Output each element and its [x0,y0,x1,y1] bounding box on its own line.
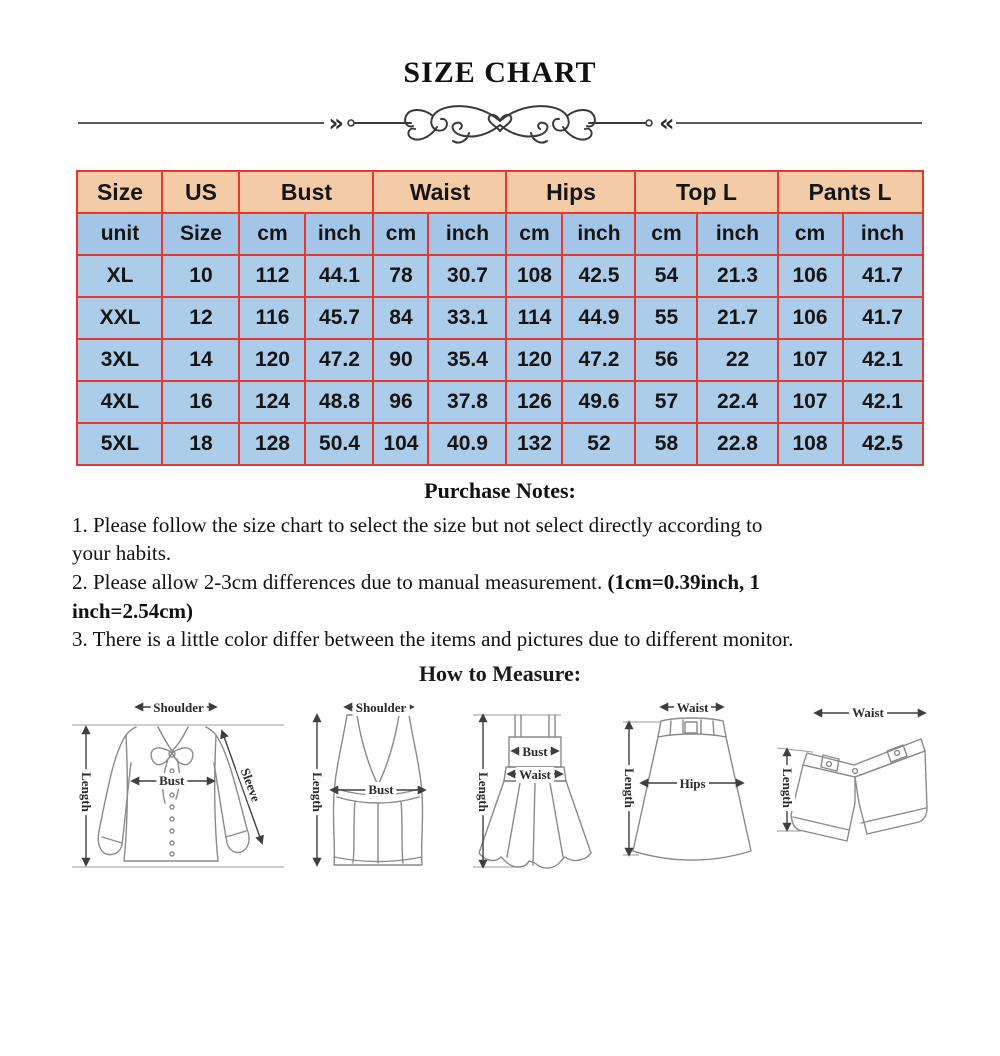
measurement-cell: 124 [239,381,305,423]
blouse-length-label: Length [78,769,94,815]
measurement-cell: 107 [778,339,843,381]
measurement-cell: 132 [506,423,562,465]
unit-header-cell: cm [239,213,305,255]
size-row [77,423,922,465]
figure-shorts [769,691,934,886]
measurement-cell: 128 [239,423,305,465]
page-title: SIZE CHART [403,56,597,89]
measurement-cell: 116 [239,297,305,339]
measurement-cell: 45.7 [305,297,373,339]
unit-header-cell: inch [562,213,635,255]
figure-skirt [617,691,757,886]
measurement-cell: 47.2 [305,339,373,381]
purchase-note-2-bold-2: inch=2.54cm) [72,598,194,623]
vest-shoulder-label: Shoulder [353,700,410,716]
size-label-cell: 3XL [77,339,162,381]
figure-dress [465,691,605,886]
measurement-cell: 120 [239,339,305,381]
measurement-cell: 42.5 [843,423,923,465]
flourish-icon [345,100,655,146]
measurement-cell: 96 [373,381,428,423]
measurement-cell: 107 [778,381,843,423]
measurement-cell: 12 [162,297,239,339]
vest-bust-label: Bust [365,782,396,798]
how-to-measure-heading: How to Measure: [418,660,582,686]
column-group-header: Hips [506,171,635,213]
measurement-cell: 22 [697,339,777,381]
figure-vest [303,691,453,886]
unit-header-cell: unit [77,213,162,255]
measurement-cell: 58 [635,423,697,465]
skirt-length-label: Length [621,765,637,811]
measurement-cell: 22.8 [697,423,777,465]
blouse-shoulder-label: Shoulder [150,700,207,716]
size-label-cell: 4XL [77,381,162,423]
measurement-cell: 41.7 [843,255,923,297]
size-row [77,255,922,297]
unit-header-cell: cm [373,213,428,255]
measurement-cell: 56 [635,339,697,381]
blouse-bust-label: Bust [156,773,187,789]
purchase-note-2-line-2 [72,597,928,626]
dress-bust-label: Bust [519,744,550,760]
skirt-hips-label: Hips [677,776,709,792]
measurement-cell: 21.3 [697,255,777,297]
measurement-cell: 42.5 [562,255,635,297]
unit-header-cell: inch [697,213,777,255]
measurement-cell: 35.4 [428,339,506,381]
blouse-sleeve-label: Sleeve [236,763,265,807]
measurement-cell: 44.9 [562,297,635,339]
measurement-cell: 84 [373,297,428,339]
column-group-header: Waist [373,171,506,213]
column-group-header: Top L [635,171,777,213]
vest-length-label: Length [309,769,325,815]
measurement-cell: 47.2 [562,339,635,381]
size-table-unit-row [77,213,922,255]
measurement-cell: 33.1 [428,297,506,339]
size-row [77,381,922,423]
measurement-cell: 40.9 [428,423,506,465]
dress-length-label: Length [475,769,491,815]
skirt-waist-label: Waist [674,700,712,716]
measurement-cell: 37.8 [428,381,506,423]
column-group-header: Bust [239,171,373,213]
measurement-cell: 114 [506,297,562,339]
purchase-note-1-line-2: your habits. [72,541,172,566]
measurement-cell: 48.8 [305,381,373,423]
purchase-note-2-line-1 [72,568,928,597]
measurement-cell: 57 [635,381,697,423]
divider-line-left [78,122,324,124]
chevrons-left-icon: « [659,109,672,137]
unit-header-cell: cm [778,213,843,255]
measurement-cell: 18 [162,423,239,465]
purchase-note-2-text: 2. Please allow 2-3cm differences due to manual measurement. [72,570,608,594]
purchase-note-2-bold-1: (1cm=0.39inch, 1 [607,570,761,594]
measurement-cell: 112 [239,255,305,297]
measurement-cell: 42.1 [843,381,923,423]
unit-header-cell: cm [506,213,562,255]
measurement-cell: 104 [373,423,428,465]
purchase-notes-section [72,476,928,654]
figure-blouse [66,691,291,886]
size-label-cell: 5XL [77,423,162,465]
size-table-body [77,255,922,465]
unit-header-cell: inch [305,213,373,255]
shorts-length-label: Length [779,765,795,811]
purchase-note-3: 3. There is a little color differ between the items and pictures due to different monitor. [72,627,794,652]
measurement-cell: 44.1 [305,255,373,297]
unit-header-cell: cm [635,213,697,255]
measurement-cell: 52 [562,423,635,465]
column-group-header: Size [77,171,162,213]
how-to-measure-figures [0,691,1000,886]
measurement-cell: 49.6 [562,381,635,423]
measurement-cell: 78 [373,255,428,297]
size-label-cell: XL [77,255,162,297]
measurement-cell: 126 [506,381,562,423]
divider-line-right [676,122,922,124]
purchase-note-1-line-1: 1. Please follow the size chart to select the size but not select directly according to [72,512,763,537]
measurement-cell: 21.7 [697,297,777,339]
dress-waist-label: Waist [516,767,554,783]
measurement-cell: 90 [373,339,428,381]
size-chart-table [76,170,923,466]
ornament-divider [78,100,922,146]
measurement-cell: 108 [778,423,843,465]
measurement-cell: 14 [162,339,239,381]
unit-header-cell: inch [428,213,506,255]
measurement-cell: 16 [162,381,239,423]
size-table-group-row [77,171,922,213]
measurement-cell: 41.7 [843,297,923,339]
measurement-cell: 50.4 [305,423,373,465]
measurement-cell: 55 [635,297,697,339]
measurement-cell: 22.4 [697,381,777,423]
measurement-cell: 42.1 [843,339,923,381]
shorts-waist-label: Waist [849,705,887,721]
measurement-cell: 108 [506,255,562,297]
size-row [77,297,922,339]
unit-header-cell: Size [162,213,239,255]
measurement-cell: 10 [162,255,239,297]
measurement-cell: 106 [778,297,843,339]
chevrons-right-icon: » [328,109,341,137]
column-group-header: Pants L [778,171,923,213]
size-row [77,339,922,381]
measurement-cell: 54 [635,255,697,297]
measurement-cell: 120 [506,339,562,381]
measurement-cell: 30.7 [428,255,506,297]
purchase-notes-heading: Purchase Notes: [424,478,576,503]
measurement-cell: 106 [778,255,843,297]
column-group-header: US [162,171,239,213]
size-label-cell: XXL [77,297,162,339]
unit-header-cell: inch [843,213,923,255]
